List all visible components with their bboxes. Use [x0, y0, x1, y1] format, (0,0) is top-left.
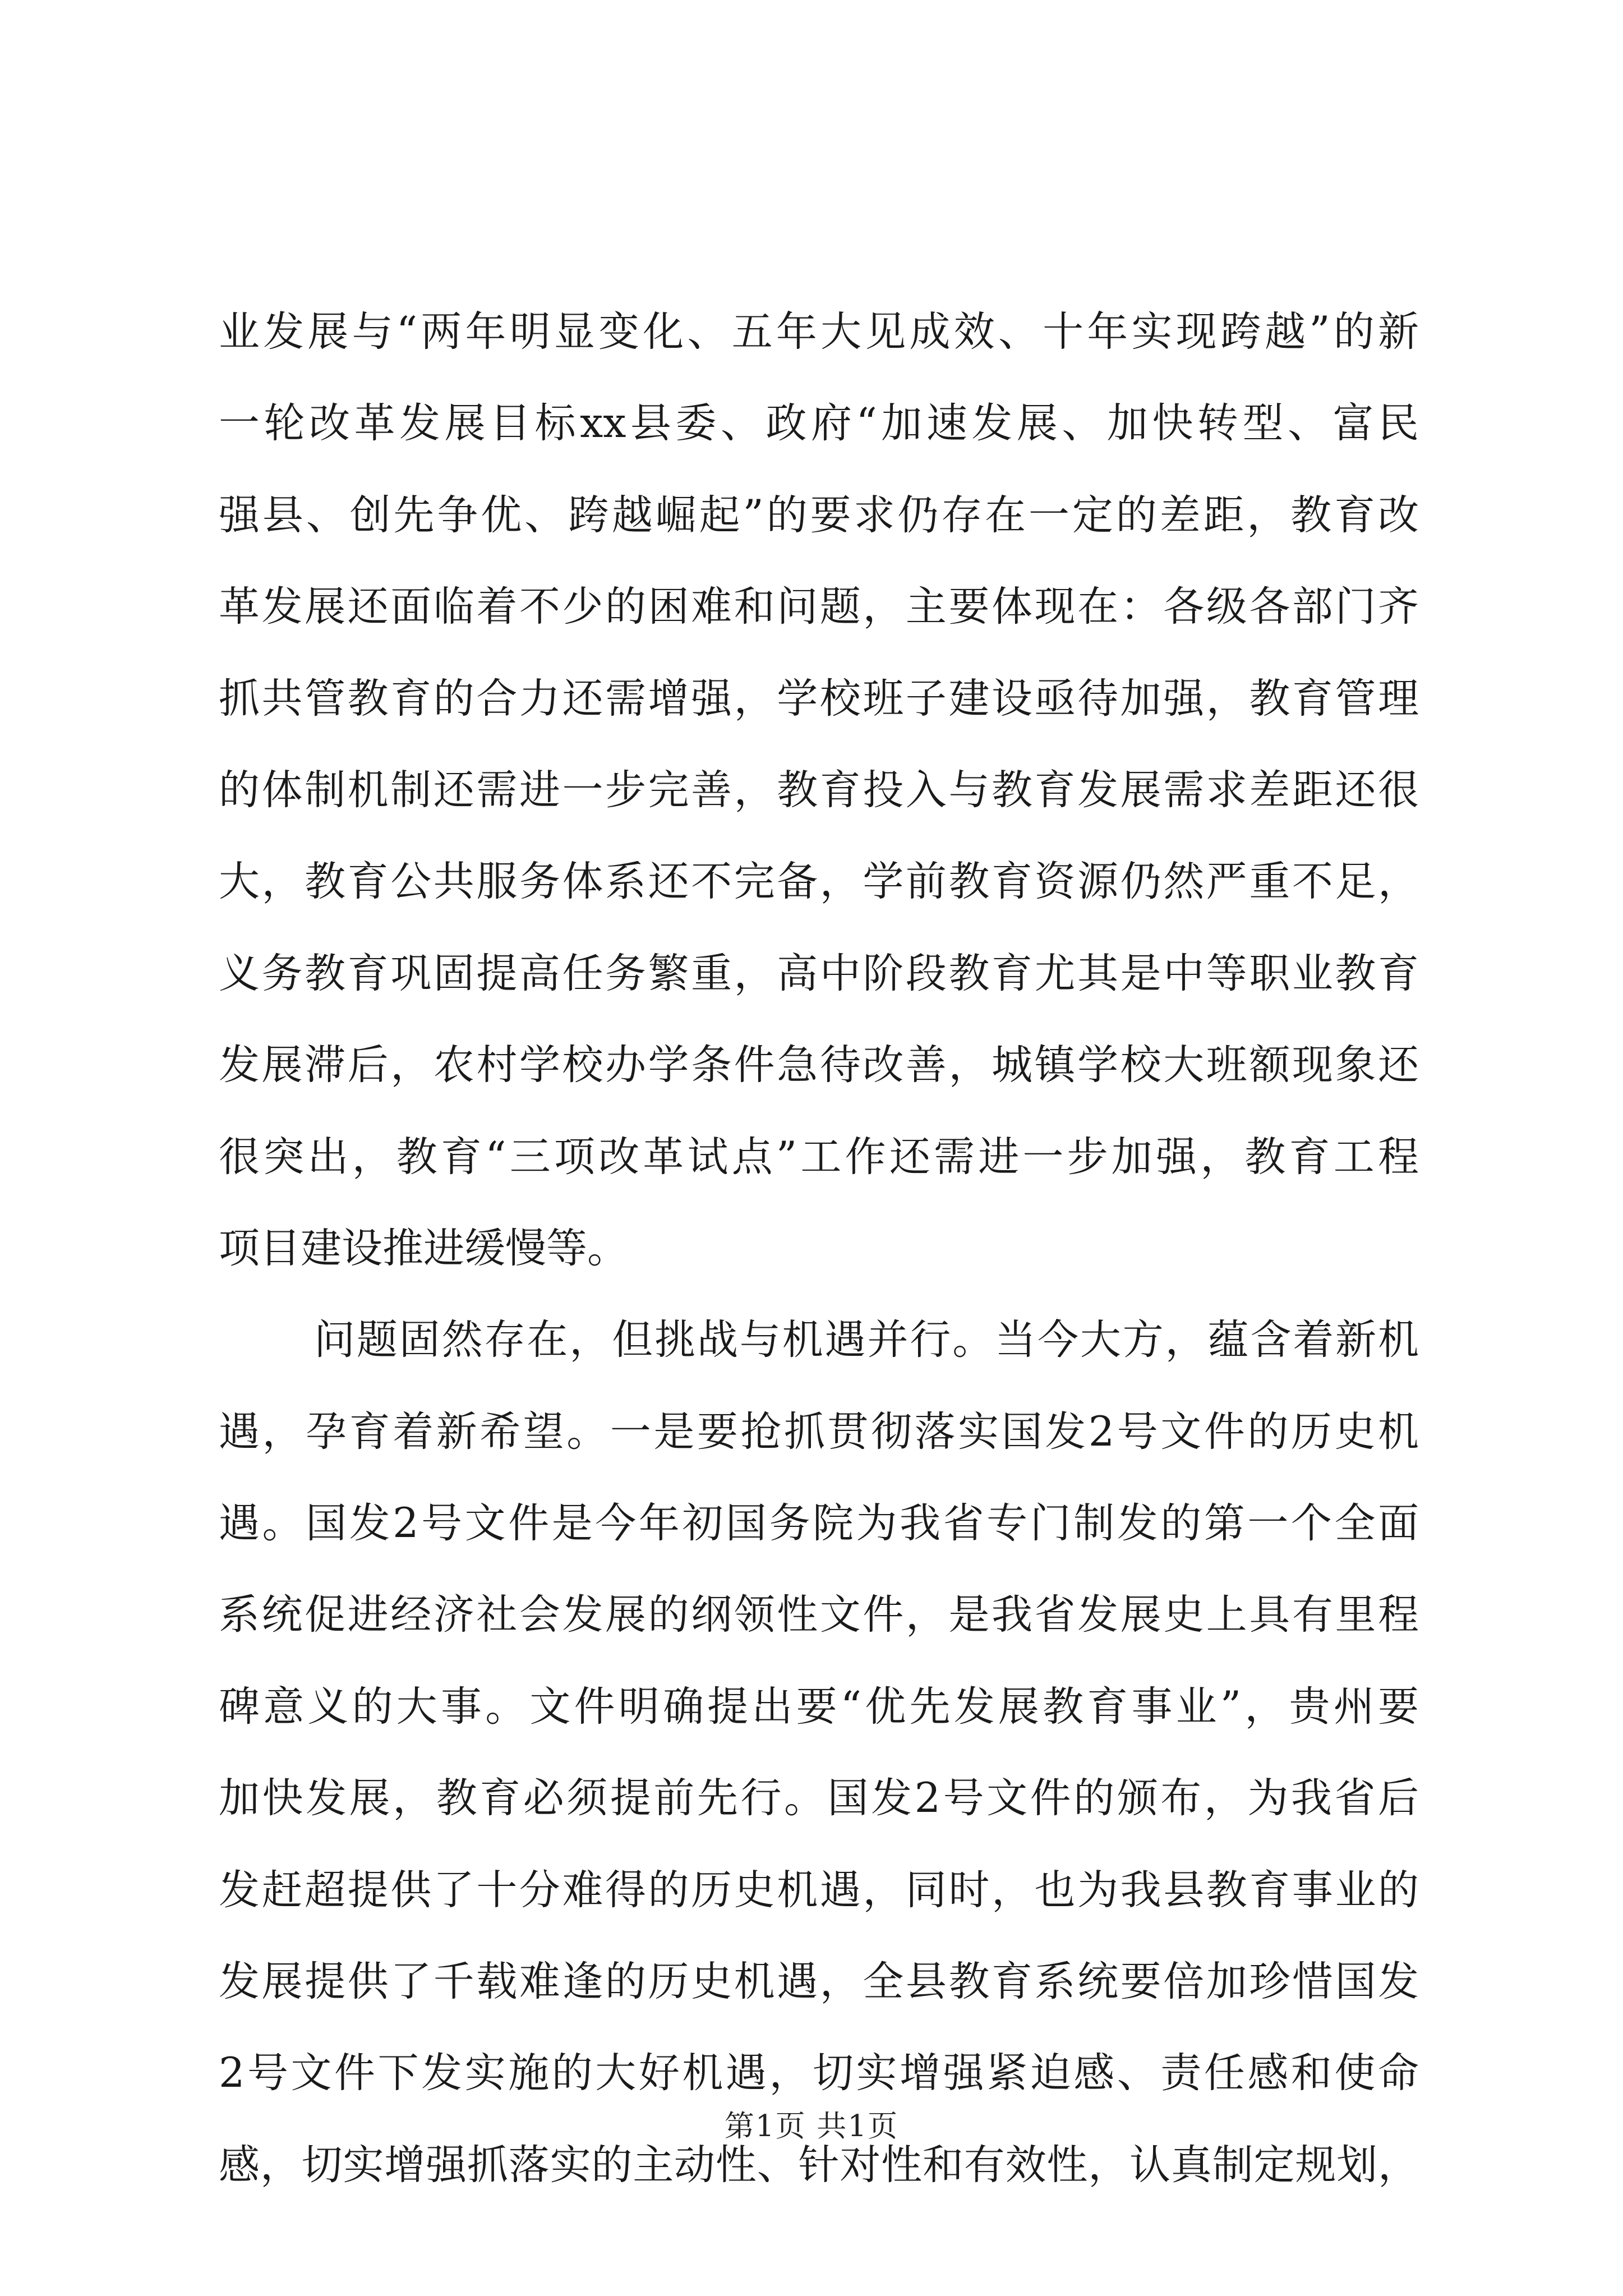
text-line: 加快发展，教育必须提前先行。国发2号文件的颁布，为我省后 [219, 1774, 1419, 1823]
text-line: 2号文件下发实施的大好机遇，切实增强紧迫感、责任感和使命 [219, 2049, 1419, 2097]
text-line: 发展滞后，农村学校办学条件急待改善，城镇学校大班额现象还 [219, 1041, 1419, 1089]
text-line: 项目建设推进缓慢等。 [219, 1224, 628, 1272]
text-line: 革发展还面临着不少的困难和问题，主要体现在：各级各部门齐 [219, 583, 1419, 631]
text-line: 一轮改革发展目标xx县委、政府“加速发展、加快转型、富民 [219, 399, 1419, 448]
text-line: 发赶超提供了十分难得的历史机遇，同时，也为我县教育事业的 [219, 1866, 1419, 1914]
text-line: 遇，孕育着新希望。一是要抢抓贯彻落实国发2号文件的历史机 [219, 1407, 1419, 1456]
text-line: 强县、创先争优、跨越崛起”的要求仍存在一定的差距，教育改 [219, 491, 1419, 539]
text-line: 遇。国发2号文件是今年初国务院为我省专门制发的第一个全面 [219, 1499, 1419, 1548]
text-line: 系统促进经济社会发展的纲领性文件，是我省发展史上具有里程 [219, 1591, 1419, 1639]
text-line: 感，切实增强抓落实的主动性、针对性和有效性，认真制定规划， [219, 2141, 1419, 2189]
text-line: 大，教育公共服务体系还不完备，学前教育资源仍然严重不足， [219, 858, 1419, 906]
text-line: 抓共管教育的合力还需增强，学校班子建设亟待加强，教育管理 [219, 674, 1419, 723]
text-line: 发展提供了千载难逢的历史机遇，全县教育系统要倍加珍惜国发 [219, 1958, 1419, 2006]
text-line: 碑意义的大事。文件明确提出要“优先发展教育事业”，贵州要 [219, 1682, 1419, 1731]
text-line: 业发展与“两年明显变化、五年大见成效、十年实现跨越”的新 [219, 308, 1419, 356]
text-line: 义务教育巩固提高任务繁重，高中阶段教育尤其是中等职业教育 [219, 949, 1419, 997]
text-line: 的体制机制还需进一步完善，教育投入与教育发展需求差距还很 [219, 766, 1419, 814]
page-number-footer: 第1页 共1页 [724, 2109, 899, 2143]
text-line: 很突出，教育“三项改革试点”工作还需进一步加强，教育工程 [219, 1133, 1419, 1181]
body-text [219, 286, 1419, 2211]
paragraph-first-line: 问题固然存在，但挑战与机遇并行。当今大方，蕴含着新机 [314, 1316, 1419, 1364]
